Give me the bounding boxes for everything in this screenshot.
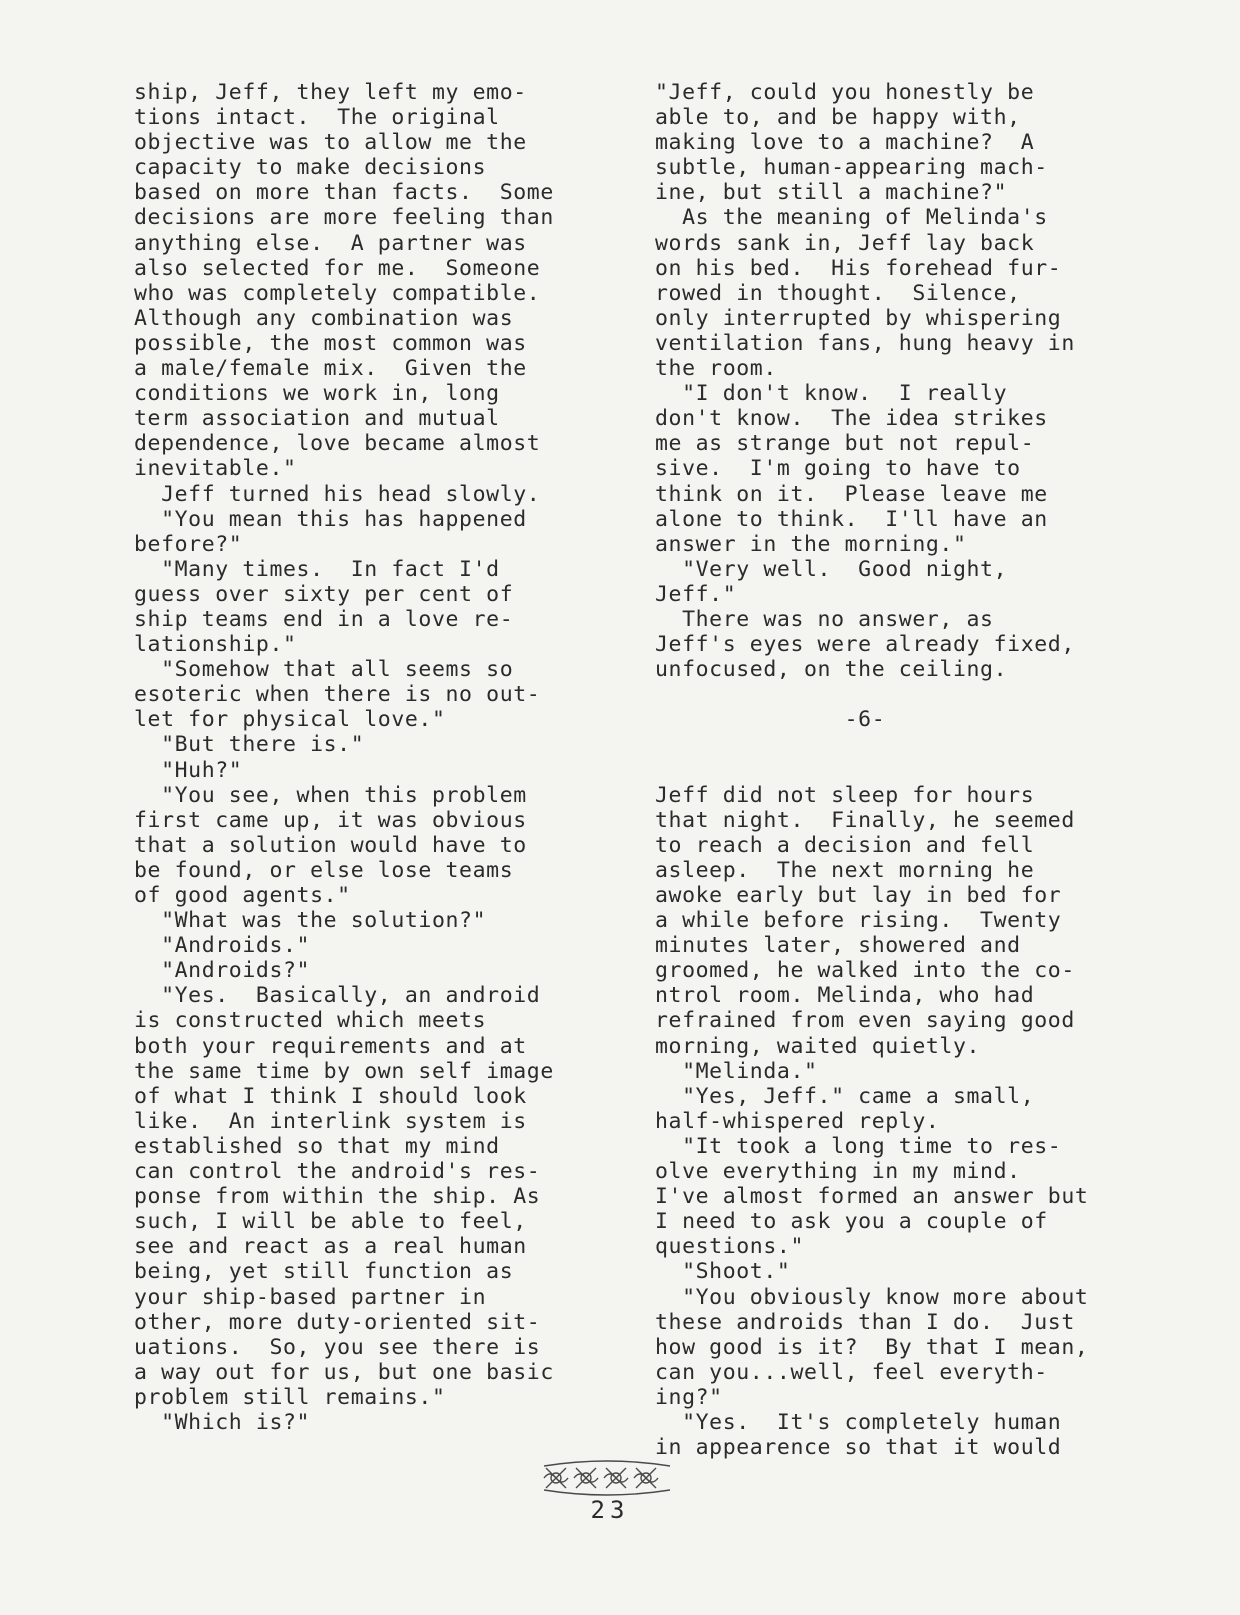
text-line: who was completely compatible.: [134, 280, 541, 306]
text-line: Jeff's eyes were already fixed,: [655, 632, 1075, 658]
text-line: "Somehow that all seems so: [134, 657, 514, 683]
text-line: Jeff.": [655, 581, 737, 607]
text-line: anything else. A partner was: [134, 230, 527, 256]
text-line: let for physical love.": [134, 707, 446, 733]
text-line: problem still remains.": [134, 1384, 446, 1410]
left-column: [134, 80, 624, 1435]
text-line: making love to a machine? A: [655, 130, 1035, 156]
text-line: like. An interlink system is: [134, 1108, 527, 1134]
text-line: "Jeff, could you honestly be: [655, 80, 1035, 105]
text-line: "Many times. In fact I'd: [134, 556, 500, 582]
text-line: first came up, it was obvious: [134, 807, 527, 833]
text-line: tions intact. The original: [134, 105, 500, 131]
text-line: conditions we work in, long: [134, 381, 500, 407]
text-line: a way out for us, but one basic: [134, 1359, 554, 1385]
text-line: established so that my mind: [134, 1133, 500, 1159]
text-line: on his bed. His forehead fur-: [655, 255, 1062, 281]
text-line: your ship-based partner in: [134, 1284, 487, 1310]
text-line: [655, 732, 1145, 757]
text-line: uations. So, you see there is: [134, 1334, 541, 1360]
text-line: in appearence so that it would: [655, 1435, 1062, 1461]
text-line: I need to ask you a couple of: [655, 1209, 1048, 1235]
text-line: ship teams end in a love re-: [134, 606, 514, 632]
text-line: based on more than facts. Some: [134, 180, 554, 206]
text-line: alone to think. I'll have an: [655, 506, 1048, 532]
text-line: see and react as a real human: [134, 1234, 527, 1260]
text-line: "Yes. It's completely human: [655, 1409, 1062, 1435]
text-line: sive. I'm going to have to: [655, 456, 1021, 482]
text-line: [655, 682, 1145, 707]
text-line: refrained from even saying good: [655, 1008, 1075, 1034]
text-line: unfocused, on the ceiling.: [655, 657, 1008, 683]
text-line: questions.": [655, 1234, 804, 1260]
text-line: inevitable.": [134, 456, 297, 482]
text-line: subtle, human-appearing mach-: [655, 155, 1048, 181]
text-line: being, yet still function as: [134, 1259, 514, 1285]
text-line: "You obviously know more about: [655, 1284, 1089, 1310]
text-line: can control the android's res-: [134, 1159, 541, 1185]
text-line: such, I will be able to feel,: [134, 1209, 527, 1235]
text-line: lationship.": [134, 632, 297, 658]
text-line: "Very well. Good night,: [655, 556, 1008, 582]
text-line: these androids than I do. Just: [655, 1309, 1075, 1335]
text-line: of good agents.": [134, 883, 351, 908]
text-line: both your requirements and at: [134, 1033, 527, 1059]
text-line: As the meaning of Melinda's: [655, 205, 1048, 231]
text-line: I've almost formed an answer but: [655, 1184, 1089, 1210]
text-line: able to, and be happy with,: [655, 105, 1021, 131]
text-line: olve everything in my mind.: [655, 1159, 1021, 1185]
text-line: don't know. The idea strikes: [655, 406, 1048, 432]
text-line: esoteric when there is no out-: [134, 682, 541, 708]
text-line: minutes later, showered and: [655, 933, 1021, 959]
text-line: is constructed which meets: [134, 1008, 487, 1034]
text-line: ventilation fans, hung heavy in: [655, 330, 1075, 356]
text-line: "Huh?": [134, 757, 243, 783]
text-line: "Yes. Basically, an android: [134, 983, 541, 1009]
text-line: be found, or else lose teams: [134, 857, 514, 883]
text-line: rowed in thought. Silence,: [655, 280, 1021, 306]
text-line: that a solution would have to: [134, 832, 527, 858]
text-line: awoke early but lay in bed for: [655, 883, 1062, 908]
text-line: only interrupted by whispering: [655, 305, 1062, 331]
text-line: "I don't know. I really: [655, 381, 1008, 407]
text-line: answer in the morning.": [655, 531, 967, 557]
text-line: "Androids.": [134, 933, 311, 959]
text-line: Jeff turned his head slowly.: [134, 481, 541, 507]
text-line: asleep. The next morning he: [655, 857, 1035, 883]
text-line: possible, the most common was: [134, 330, 527, 356]
text-line: decisions are more feeling than: [134, 205, 554, 231]
text-line: before?": [134, 531, 243, 557]
text-line: ntrol room. Melinda, who had: [655, 983, 1035, 1009]
text-line: of what I think I should look: [134, 1083, 527, 1109]
text-line: to reach a decision and fell: [655, 832, 1035, 858]
text-line: dependence, love became almost: [134, 431, 541, 457]
text-line: [655, 758, 1145, 783]
text-line: "It took a long time to res-: [655, 1133, 1062, 1159]
text-line: a male/female mix. Given the: [134, 356, 527, 382]
text-line: "You mean this has happened: [134, 506, 527, 532]
decorative-flourish-icon: [542, 1460, 672, 1496]
text-line: "But there is.": [134, 732, 365, 758]
page-number: 23: [590, 1496, 630, 1524]
text-line: words sank in, Jeff lay back: [655, 230, 1035, 256]
text-line: Jeff did not sleep for hours: [655, 782, 1035, 808]
text-line: that night. Finally, he seemed: [655, 807, 1075, 833]
text-line: term association and mutual: [134, 406, 500, 432]
text-line: ponse from within the ship. As: [134, 1184, 541, 1210]
text-line: ship, Jeff, they left my emo-: [134, 80, 527, 105]
text-line: how good is it? By that I mean,: [655, 1334, 1089, 1360]
text-line: think on it. Please leave me: [655, 481, 1048, 507]
text-line: ine, but still a machine?": [655, 180, 1008, 206]
text-line: half-whispered reply.: [655, 1108, 940, 1134]
text-line: the same time by own self image: [134, 1058, 554, 1084]
text-line: guess over sixty per cent of: [134, 581, 514, 607]
text-line: morning, waited quietly.: [655, 1033, 981, 1059]
text-line: the room.: [655, 356, 777, 382]
text-line: other, more duty-oriented sit-: [134, 1309, 541, 1335]
text-line: also selected for me. Someone: [134, 255, 541, 281]
text-line: "You see, when this problem: [134, 782, 527, 808]
text-line: There was no answer, as: [655, 606, 994, 632]
text-line: can you...well, feel everyth-: [655, 1359, 1048, 1385]
text-line: "What was the solution?": [134, 908, 487, 934]
text-line: Although any combination was: [134, 305, 514, 331]
text-line: "Which is?": [134, 1409, 311, 1435]
text-line: "Yes, Jeff." came a small,: [655, 1083, 1035, 1109]
text-line: -6-: [655, 707, 886, 733]
right-column: [655, 80, 1145, 1460]
text-line: "Shoot.": [655, 1259, 791, 1285]
text-line: "Androids?": [134, 958, 311, 984]
text-line: me as strange but not repul-: [655, 431, 1035, 457]
text-line: objective was to allow me the: [134, 130, 527, 156]
text-line: "Melinda.": [655, 1058, 818, 1084]
text-line: groomed, he walked into the co-: [655, 958, 1075, 984]
text-line: capacity to make decisions: [134, 155, 487, 181]
text-line: a while before rising. Twenty: [655, 908, 1062, 934]
text-line: ing?": [655, 1384, 723, 1410]
